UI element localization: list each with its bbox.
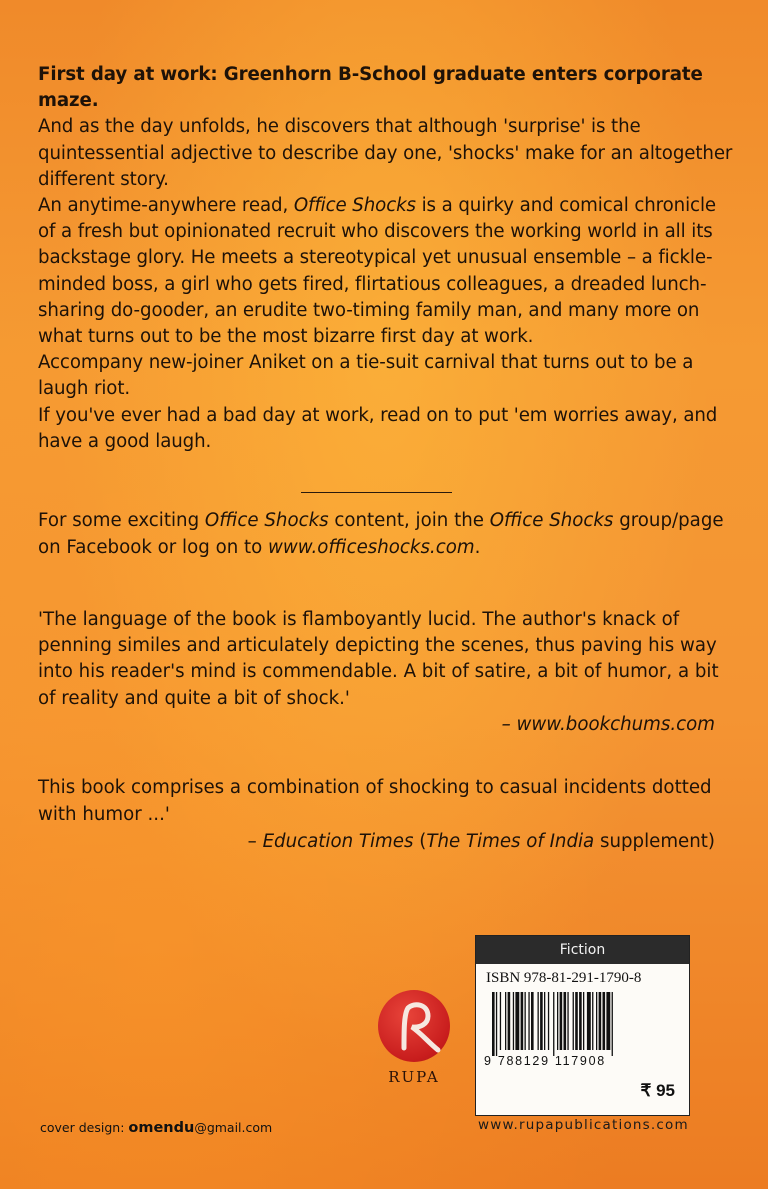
isbn-number: ISBN 978-81-291-1790-8 xyxy=(486,970,642,986)
review-education-times xyxy=(38,775,738,855)
blurb-headline: First day at work: Greenhorn B-School graduate enters corporate maze. xyxy=(38,64,703,112)
designer-name: omendu xyxy=(128,1120,195,1136)
credit-text: cover design: xyxy=(40,1120,129,1135)
review-bookchums xyxy=(38,607,738,738)
book-title: Office Shocks xyxy=(489,510,614,531)
barcode-icon xyxy=(492,992,674,1056)
blurb-paragraph-2 xyxy=(38,193,738,350)
attribution-text: – www.bookchums.com xyxy=(501,713,715,735)
newspaper-name: The Times of India xyxy=(426,830,595,852)
online-paragraph xyxy=(38,508,738,561)
isbn-box xyxy=(475,935,690,1116)
online-text: content, join the xyxy=(328,510,490,531)
online-text: group/page on Facebook or log on to xyxy=(38,510,724,558)
attribution-text: supplement) xyxy=(594,830,715,852)
section-divider xyxy=(301,492,452,493)
review-attribution xyxy=(38,829,715,856)
publisher-name: RUPA xyxy=(388,1068,440,1086)
review-quote: 'The language of the book is flamboyantly lucid. The author's knack of penning similes and articulately depicting the scenes, thus paving his way into his reader's mind is commendable. A bit of satire, a bit of humor, a bit of reality and quite a bit of shock.' xyxy=(38,609,719,709)
price: ₹ 95 xyxy=(640,1081,675,1100)
publication-name: Education Times xyxy=(262,830,414,852)
website-link[interactable]: www.officeshocks.com xyxy=(268,536,475,558)
online-text: For some exciting xyxy=(38,510,205,531)
blurb-paragraph-1: And as the day unfolds, he discovers that although 'surprise' is the quintessential adjective to describe day one, 'shocks' make for an altogether different story. xyxy=(38,116,733,190)
book-title: Office Shocks xyxy=(204,510,329,531)
blurb-paragraph-4: If you've ever had a bad day at work, read on to put 'em worries away, and have a good laugh. xyxy=(38,404,718,452)
rupa-logo-icon xyxy=(378,990,450,1062)
genre-label: Fiction xyxy=(476,936,689,964)
blurb-text: An anytime-anywhere read, xyxy=(38,195,294,217)
publisher-logo xyxy=(374,990,454,1090)
attribution-text: ( xyxy=(413,830,427,852)
publisher-website[interactable]: www.rupapublications.com xyxy=(478,1117,689,1133)
review-quote: This book comprises a combination of shocking to casual incidents dotted with humor ...' xyxy=(38,777,712,825)
blurb-text: is a quirky and comical chronicle of a fresh but opinionated recruit who discovers the working world in all its backstage glory. He meets a stereotypical yet unusual ensemble – a fickle-minded boss, a girl who gets fired, flirtatious colleagues, a dreaded lunch-sharing do-gooder, an erudite two-timing family man, and many more on what turns out to be the most bizarre first day at work. xyxy=(38,195,716,348)
review-attribution xyxy=(38,712,715,738)
cover-design-credit xyxy=(40,1120,272,1136)
credit-text: @gmail.com xyxy=(194,1120,273,1135)
barcode-digits: 9 788129 117908 xyxy=(484,1054,606,1068)
attribution-text: – xyxy=(247,830,263,852)
book-title: Office Shocks xyxy=(293,195,416,217)
online-text: . xyxy=(474,536,481,558)
online-info xyxy=(38,508,738,561)
blurb-paragraph-3: Accompany new-joiner Aniket on a tie-suit carnival that turns out to be a laugh riot. xyxy=(38,352,694,400)
back-cover-blurb xyxy=(38,62,738,455)
